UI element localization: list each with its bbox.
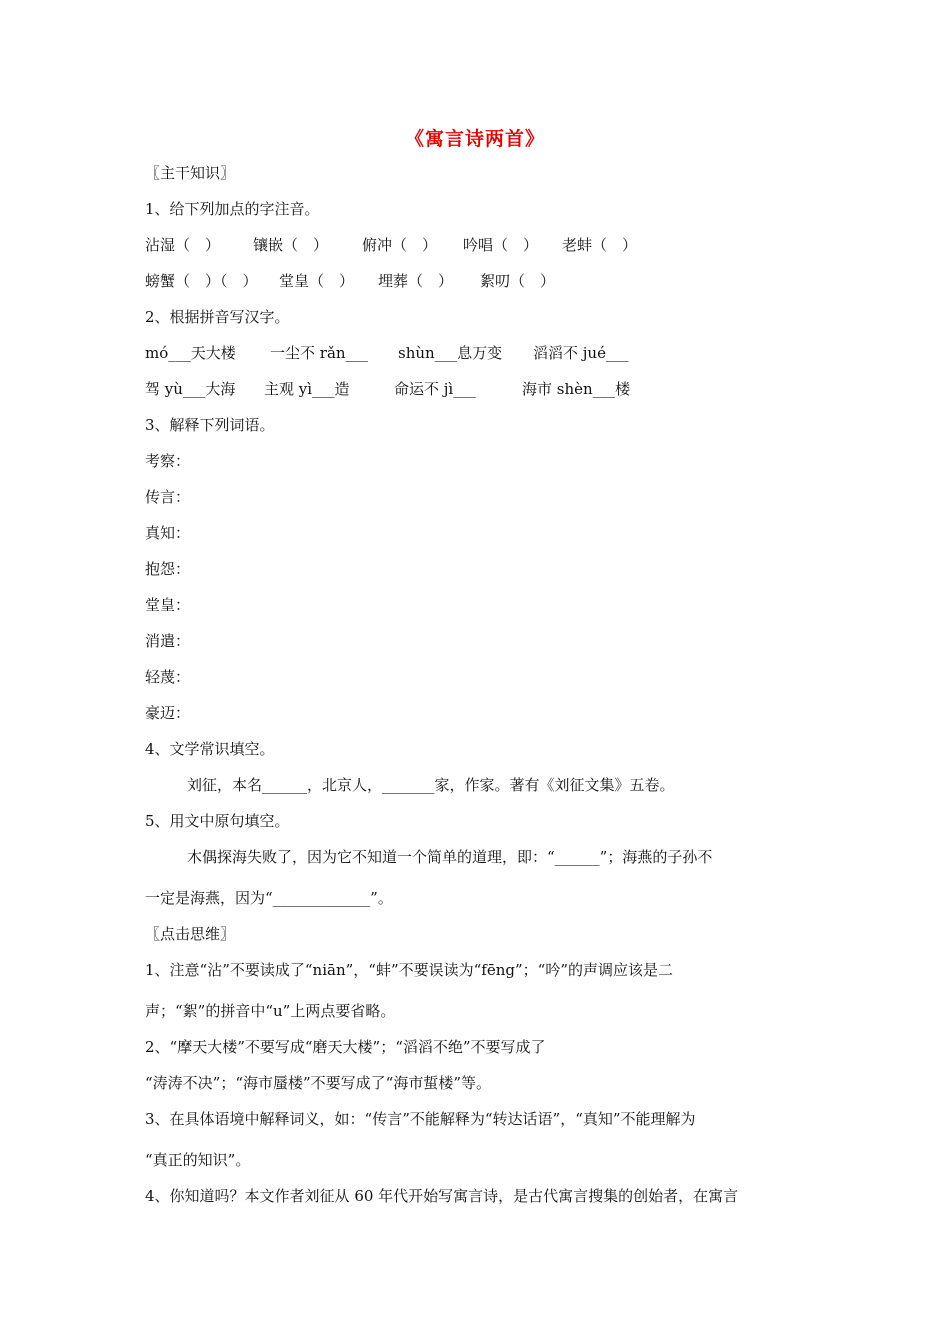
tip-2-line-2: “涛涛不决”；“海市蜃楼”不要写成了“海市蜇楼”等。 [145, 1074, 492, 1092]
question-4-text: 刘征，本名______，北京人，_______家，作家。著有《刘征文集》五卷。 [187, 776, 675, 794]
pinyin-item: 堂皇（ ） [279, 272, 355, 290]
pinyin-item: 沾湿（ ） [145, 236, 221, 254]
term-item: 考察： [145, 452, 191, 470]
hanzi-item: 驾 yù___大海 [145, 380, 236, 398]
question-5-prompt: 5、用文中原句填空。 [145, 812, 290, 830]
question-5-line-2: 一定是海燕，因为“_____________”。 [145, 889, 393, 907]
question-1-prompt: 1、给下列加点的字注音。 [145, 200, 320, 218]
hanzi-item: shùn___息万变 [398, 344, 503, 362]
term-item: 消遣： [145, 632, 191, 650]
tip-2-line-1: 2、“摩天大楼”不要写成“磨天大楼”；“滔滔不绝”不要写成了 [145, 1038, 546, 1056]
tip-1-line-2: 声；“絮”的拼音中“u”上两点要省略。 [145, 1002, 396, 1020]
term-item: 堂皇： [145, 596, 191, 614]
term-item: 豪迈： [145, 704, 191, 722]
section-header-main-knowledge: 〖主干知识〗 [145, 164, 236, 182]
term-item: 轻蔑： [145, 668, 191, 686]
hanzi-item: 一尘不 rǎn___ [270, 344, 369, 362]
pinyin-item: 絮叨（ ） [480, 272, 556, 290]
hanzi-item: 海市 shèn___楼 [522, 380, 631, 398]
page-title: 《寓言诗两首》 [404, 128, 545, 150]
tip-1-line-1: 1、注意“沾”不要读成了“niān”，“蚌”不要误读为“fēng”；“吟”的声调应该是二 [145, 961, 673, 979]
pinyin-item: 吟唱（ ） [463, 236, 539, 254]
term-item: 抱怨： [145, 560, 191, 578]
section-header-thinking: 〖点击思维〗 [145, 925, 236, 943]
pinyin-item: 镶嵌（ ） [253, 236, 329, 254]
pinyin-item: 螃蟹（ ）（ ） [145, 272, 258, 290]
question-3-prompt: 3、解释下列词语。 [145, 416, 275, 434]
term-item: 传言： [145, 488, 191, 506]
tip-3-line-2: “真正的知识”。 [145, 1151, 251, 1169]
pinyin-item: 老蚌（ ） [562, 236, 638, 254]
tip-4-line-1: 4、你知道吗？本文作者刘征从 60 年代开始写寓言诗，是古代寓言搜集的创始者，在寓言 [145, 1187, 739, 1205]
tip-3-line-1: 3、在具体语境中解释词义，如：“传言”不能解释为“转达话语”，“真知”不能理解为 [145, 1110, 696, 1128]
hanzi-item: 命运不 jì___ [394, 380, 476, 398]
question-2-prompt: 2、根据拼音写汉字。 [145, 308, 290, 326]
question-5-line-1: 木偶探海失败了，因为它不知道一个简单的道理，即：“______”；海燕的子孙不 [187, 848, 713, 866]
pinyin-item: 俯冲（ ） [362, 236, 438, 254]
pinyin-item: 埋葬（ ） [378, 272, 454, 290]
question-4-prompt: 4、文学常识填空。 [145, 740, 275, 758]
term-item: 真知： [145, 524, 191, 542]
hanzi-item: 滔滔不 jué___ [533, 344, 629, 362]
hanzi-item: 主观 yì___造 [264, 380, 350, 398]
hanzi-item: mó___天大楼 [145, 344, 236, 362]
